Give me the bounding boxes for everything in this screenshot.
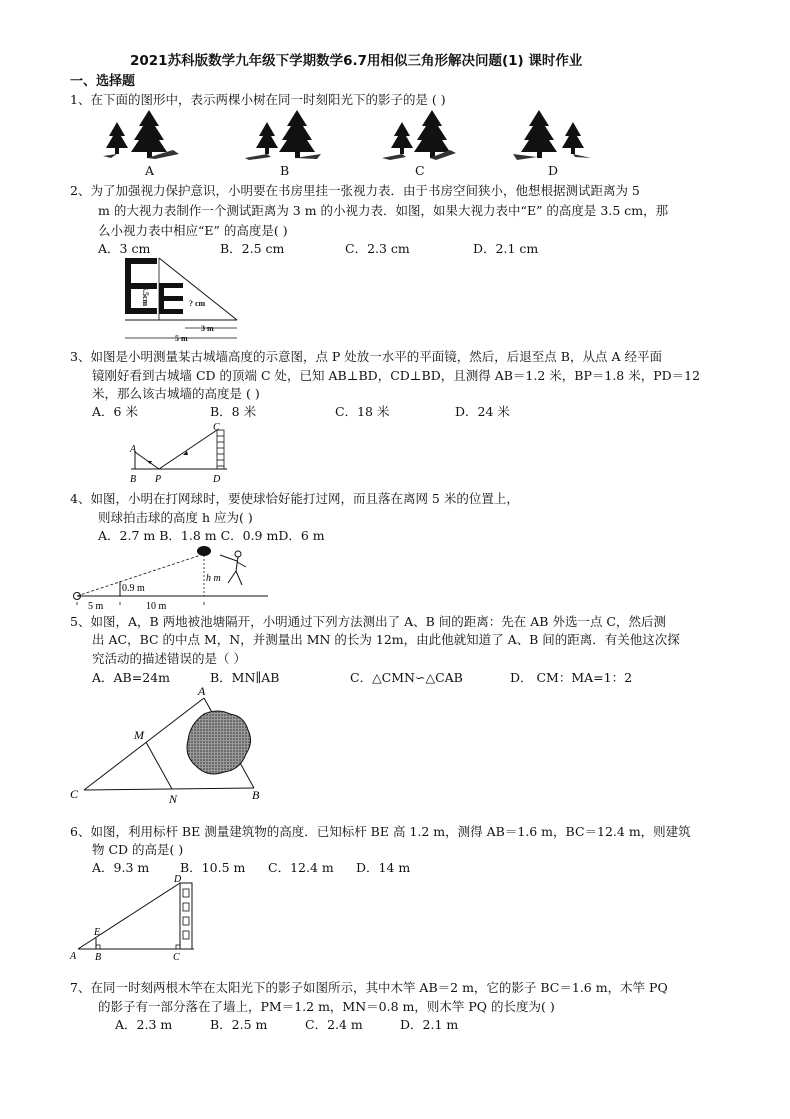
question-3-line-3: 米，那么该古城墙的高度是 ( ) <box>92 386 260 401</box>
tree-shadow-figure-b <box>243 110 323 160</box>
question-2-option-c: C．2.3 cm <box>345 241 410 256</box>
fig4-label-h: h m <box>206 573 221 584</box>
question-3-line-1: 3、如图是小明测量某古城墙高度的示意图，点 P 处放一水平的平面镜，然后，后退至点 B，从点 A 经平面 <box>70 349 662 364</box>
question-6-option-a: A．9.3 m <box>92 860 150 875</box>
question-6-line-1: 6、如图，利用标杆 BE 测量建筑物的高度．已知标杆 BE 高 1.2 m，测得 AB＝1.6 m，BC＝12.4 m，则建筑 <box>70 824 691 839</box>
fig5-label-a: A <box>198 684 206 698</box>
fig3-label-p: P <box>155 474 162 485</box>
fig3-label-a: A <box>130 444 137 455</box>
question-7-option-b: B．2.5 m <box>210 1017 268 1032</box>
question-3-option-d: D．24 米 <box>455 404 510 419</box>
figure-label-b: B <box>280 163 290 178</box>
question-6-line-2: 物 CD 的高是( ) <box>92 842 184 857</box>
fig2-label-h: 3.5cm <box>141 286 150 307</box>
fig6-label-e: E <box>94 927 101 938</box>
fig2-label-q: ? cm <box>189 299 206 308</box>
fig4-label-5m: 5 m <box>88 601 104 612</box>
question-3-line-2: 镜刚好看到古城墙 CD 的顶端 C 处，已知 AB⊥BD，CD⊥BD，且测得 AB＝1.2 米，BP＝1.8 米，PD＝12 <box>92 368 701 383</box>
fig6-label-a: A <box>70 951 77 962</box>
question-2-line-2: m 的大视力表制作一个测试距离为 3 m 的小视力表．如图，如果大视力表中“E” 的高度是 3.5 cm，那 <box>98 203 669 218</box>
figure-label-c: C <box>415 163 425 178</box>
question-4-options: A．2.7 m B．1.8 m C．0.9 mD．6 m <box>98 528 325 543</box>
building-figure <box>68 873 208 963</box>
question-5-option-d: D． CM：MA=1：2 <box>510 670 633 685</box>
question-7-option-c: C．2.4 m <box>305 1017 363 1032</box>
section-heading: 一、选择题 <box>70 74 136 89</box>
question-6-option-b: B．10.5 m <box>180 860 246 875</box>
question-5-option-c: C．△CMN∽△CAB <box>350 670 463 685</box>
question-7-line-1: 7、在同一时刻两根木竿在太阳光下的影子如图所示，其中木竿 AB＝2 m，它的影子 BC＝1.6 m，木竿 PQ <box>70 980 668 995</box>
figure-label-d: D <box>548 163 559 178</box>
question-5-line-1: 5、如图，A，B 两地被池塘隔开，小明通过下列方法测出了 A、B 间的距离：先在 AB 外选一点 C，然后测 <box>70 614 666 629</box>
fig2-label-5m: 5 m <box>175 334 188 343</box>
fig5-label-n: N <box>169 792 178 806</box>
fig3-label-c: C <box>213 422 220 433</box>
tree-shadow-figure-c <box>378 110 458 160</box>
fig6-label-c: C <box>173 952 180 963</box>
question-2-option-d: D．2.1 cm <box>473 241 539 256</box>
tree-shadow-figure-d <box>513 110 593 160</box>
question-4-line-1: 4、如图，小明在打网球时，要使球恰好能打过网，而且落在离网 5 米的位置上， <box>70 491 519 506</box>
question-5-option-a: A．AB=24m <box>92 670 170 685</box>
fig4-label-10m: 10 m <box>146 601 167 612</box>
fig3-label-d: D <box>213 474 221 485</box>
fig6-label-d: D <box>174 874 182 885</box>
fig2-label-3m: 3 m <box>201 324 214 333</box>
vision-chart-figure <box>125 258 245 348</box>
question-4-line-2: 则球拍击球的高度 h 应为( ) <box>98 510 253 525</box>
question-7-line-2: 的影子有一部分落在了墙上，PM＝1.2 m，MN＝0.8 m，则木竿 PQ 的长度为( ) <box>98 999 555 1014</box>
city-wall-mirror-figure <box>127 422 237 486</box>
fig5-label-m: M <box>134 728 144 742</box>
page-title: 2021苏科版数学九年级下学期数学6.7用相似三角形解决问题(1) 课时作业 <box>130 53 583 69</box>
racket-icon <box>197 546 211 556</box>
tree-shadow-figure-a <box>103 110 183 160</box>
question-6-option-d: D．14 m <box>356 860 411 875</box>
tennis-figure <box>70 545 270 611</box>
question-1-stem: 1、在下面的图形中，表示两棵小树在同一时刻阳光下的影子的是 ( ) <box>70 92 446 107</box>
question-3-option-a: A．6 米 <box>92 404 138 419</box>
question-3-option-c: C．18 米 <box>335 404 390 419</box>
question-7-option-a: A．2.3 m <box>115 1017 173 1032</box>
fig5-label-c: C <box>70 787 79 801</box>
pond-figure <box>68 684 278 804</box>
question-2-line-1: 2、为了加强视力保护意识，小明要在书房里挂一张视力表．由于书房空间狭小，他想根据测试距离为 5 <box>70 183 640 198</box>
question-3-option-b: B．8 米 <box>210 404 257 419</box>
question-2-option-a: A．3 cm <box>98 241 151 256</box>
figure-label-a: A <box>145 163 155 178</box>
question-2-line-3: 么小视力表中相应“E” 的高度是( ) <box>98 223 288 238</box>
fig4-label-net: 0.9 m <box>122 583 145 594</box>
player-icon <box>220 551 246 585</box>
question-2-option-b: B．2.5 cm <box>220 241 285 256</box>
question-5-line-2: 出 AC，BC 的中点 M，N，并测量出 MN 的长为 12m，由此他就知道了 A、B 间的距离．有关他这次探 <box>92 632 680 647</box>
tree-icon <box>106 110 167 158</box>
fig5-label-b: B <box>252 788 260 802</box>
fig3-label-b: B <box>130 474 137 485</box>
question-5-line-3: 究活动的描述错误的是（ ） <box>92 651 246 666</box>
question-7-option-d: D．2.1 m <box>400 1017 459 1032</box>
fig6-label-b: B <box>95 952 102 963</box>
question-5-option-b: B．MN∥AB <box>210 670 280 685</box>
question-6-option-c: C．12.4 m <box>268 860 334 875</box>
